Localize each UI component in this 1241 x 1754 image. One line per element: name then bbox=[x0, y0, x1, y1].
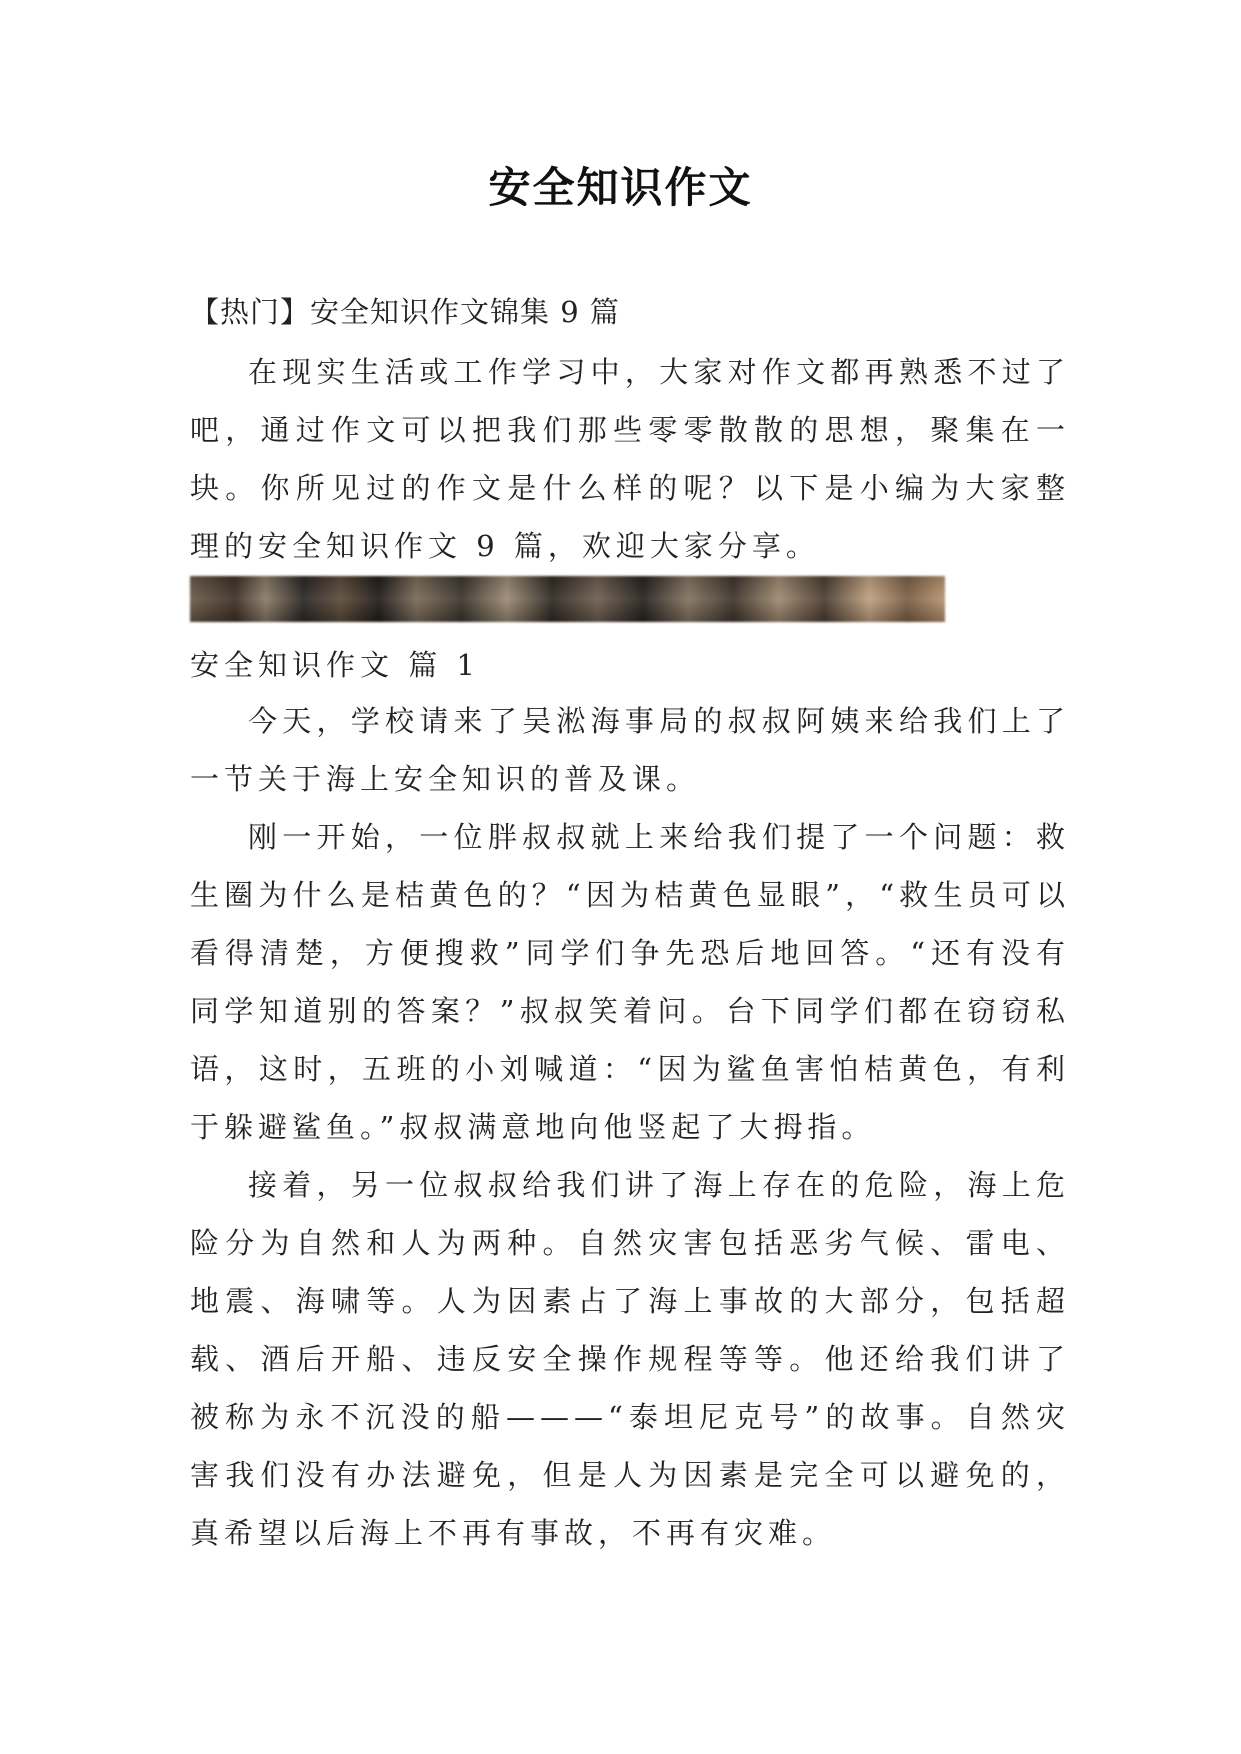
document-subtitle: 【热门】安全知识作文锦集 9 篇 bbox=[190, 295, 620, 329]
section-heading: 安全知识作文 篇 1 bbox=[190, 648, 480, 682]
essay-paragraph-1: 今天，学校请来了吴淞海事局的叔叔阿姨来给我们上了一节关于海上安全知识的普及课。 bbox=[190, 704, 1070, 796]
intro-section bbox=[190, 343, 1070, 575]
banner-image bbox=[190, 576, 945, 622]
intro-paragraph: 在现实生活或工作学习中，大家对作文都再熟悉不过了吧，通过作文可以把我们那些零零散散的思想，聚集在一块。你所见过的作文是什么样的呢？以下是小编为大家整理的安全知识作文 9 篇，欢迎大家分享。 bbox=[190, 355, 1070, 563]
page-title: 安全知识作文 bbox=[488, 163, 753, 212]
essay-paragraph-3: 接着，另一位叔叔给我们讲了海上存在的危险，海上危险分为自然和人为两种。自然灾害包括恶劣气候、雷电、地震、海啸等。人为因素占了海上事故的大部分，包括超载、酒后开船、违反安全操作规程等等。他还给我们讲了被称为永不沉没的船———“泰坦尼克号”的故事。自然灾害我们没有办法避免，但是人为因素是完全可以避免的，真希望以后海上不再有事故，不再有灾难。 bbox=[190, 1168, 1070, 1550]
essay-paragraph-2: 刚一开始，一位胖叔叔就上来给我们提了一个问题：救生圈为什么是桔黄色的？“因为桔黄色显眼”，“救生员可以看得清楚，方便搜救”同学们争先恐后地回答。“还有没有同学知道别的答案？”叔叔笑着问。台下同学们都在窃窃私语，这时，五班的小刘喊道：“因为鲨鱼害怕桔黄色，有利于躲避鲨鱼。”叔叔满意地向他竖起了大拇指。 bbox=[190, 820, 1070, 1144]
essay-body bbox=[190, 692, 1070, 1562]
